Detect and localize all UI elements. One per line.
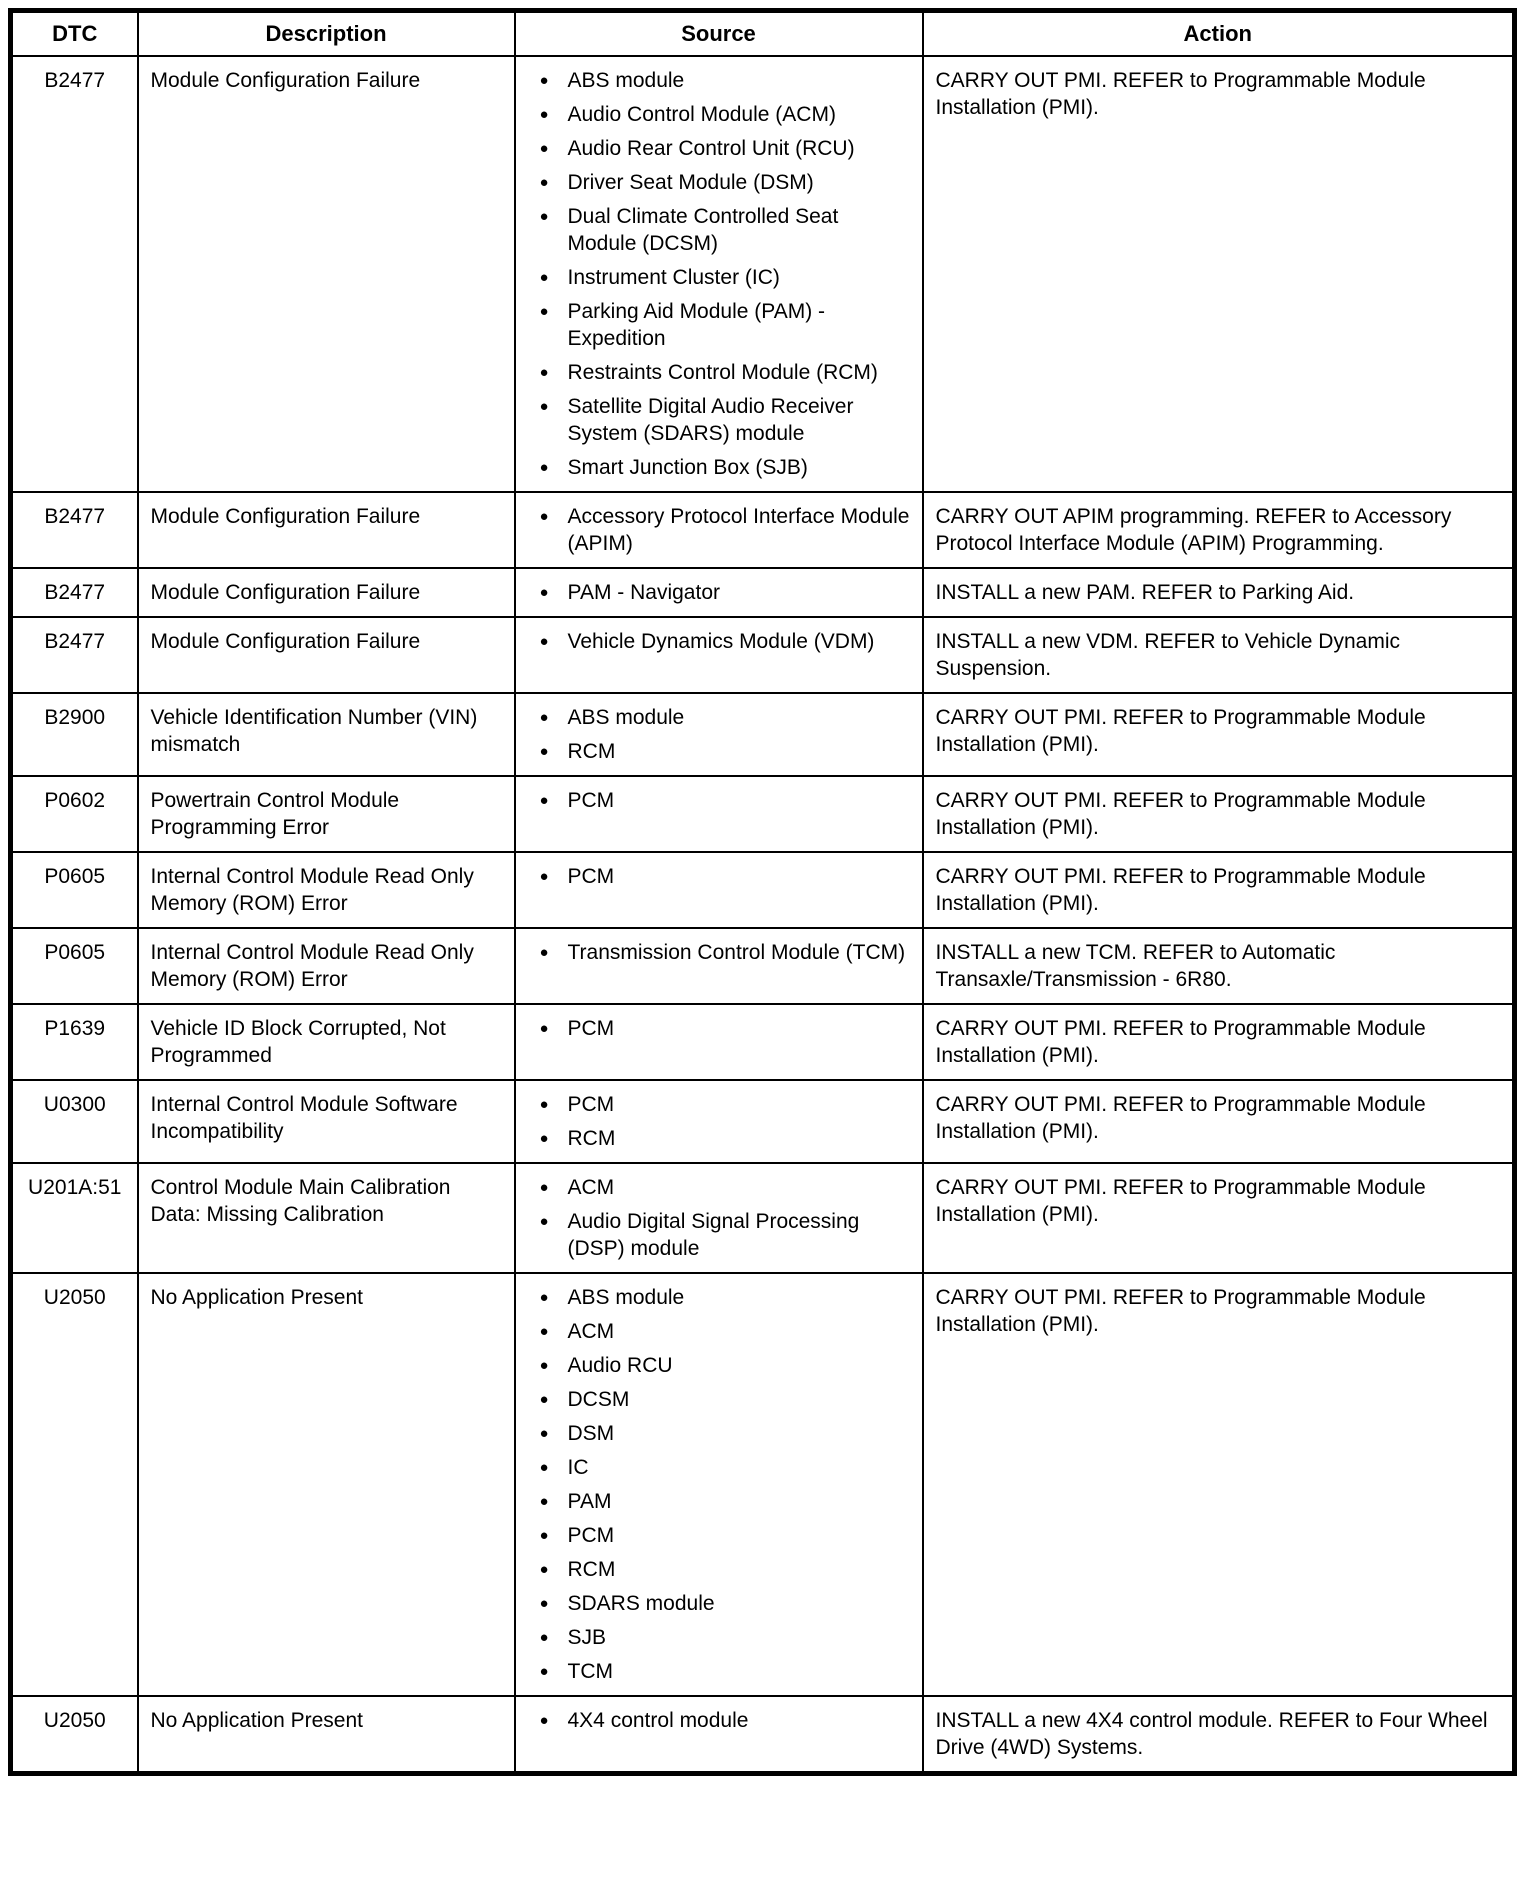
dtc-cell: U2050 (11, 1696, 138, 1774)
bullet-icon: ● (539, 1425, 549, 1442)
source-cell (515, 617, 923, 693)
source-item-label: ACM (567, 1320, 615, 1343)
bullet-icon: ● (539, 1096, 549, 1113)
bullet-icon: ● (539, 1561, 549, 1578)
source-item-label: DSM (567, 1422, 615, 1445)
source-item (540, 1015, 910, 1042)
source-item (540, 67, 910, 94)
source-item-label: RCM (567, 740, 616, 763)
source-item-label: PAM (567, 1490, 612, 1513)
source-item (540, 203, 910, 257)
bullet-icon: ● (539, 633, 549, 650)
table-row (11, 492, 1515, 568)
table-row (11, 1080, 1515, 1163)
source-cell (515, 852, 923, 928)
table-row (11, 928, 1515, 1004)
source-item (540, 1091, 910, 1118)
dtc-cell: B2477 (11, 56, 138, 492)
source-item (540, 298, 910, 352)
dtc-cell: B2477 (11, 492, 138, 568)
source-item (540, 1707, 910, 1734)
source-list (528, 939, 910, 966)
source-item-label: Audio Control Module (ACM) (567, 103, 836, 126)
source-list (528, 787, 910, 814)
dtc-table (8, 8, 1517, 1776)
source-item (540, 1590, 910, 1617)
description-cell: Control Module Main Calibration Data: Missing Calibration (138, 1163, 515, 1273)
source-list (528, 1284, 910, 1685)
table-row (11, 1696, 1515, 1774)
source-item-label: PCM (567, 789, 615, 812)
source-item (540, 1352, 910, 1379)
source-item (540, 787, 910, 814)
bullet-icon: ● (539, 303, 549, 320)
source-item-label: RCM (567, 1127, 616, 1150)
source-item-label: TCM (567, 1660, 613, 1683)
source-item-label: PCM (567, 1093, 615, 1116)
action-cell: INSTALL a new TCM. REFER to Automatic Transaxle/Transmission - 6R80. (923, 928, 1515, 1004)
source-cell (515, 568, 923, 617)
source-item (540, 579, 910, 606)
source-list (528, 579, 910, 606)
bullet-icon: ● (539, 1712, 549, 1729)
source-item-label: Audio Rear Control Unit (RCU) (567, 137, 855, 160)
source-item (540, 628, 910, 655)
bullet-icon: ● (539, 398, 549, 415)
description-cell: No Application Present (138, 1273, 515, 1696)
source-item-label: PCM (567, 1017, 615, 1040)
bullet-icon: ● (539, 1595, 549, 1612)
bullet-icon: ● (539, 743, 549, 760)
source-item (540, 704, 910, 731)
description-cell: Module Configuration Failure (138, 568, 515, 617)
source-list (528, 1015, 910, 1042)
source-cell (515, 1273, 923, 1696)
source-item-label: SDARS module (567, 1592, 715, 1615)
dtc-cell: U201A:51 (11, 1163, 138, 1273)
description-cell: Internal Control Module Read Only Memory (ROM) Error (138, 852, 515, 928)
source-item-label: ACM (567, 1176, 615, 1199)
source-item-label: Dual Climate Controlled Seat Module (DCSM) (567, 205, 839, 255)
action-cell: INSTALL a new VDM. REFER to Vehicle Dynamic Suspension. (923, 617, 1515, 693)
description-cell: No Application Present (138, 1696, 515, 1774)
source-cell (515, 1080, 923, 1163)
source-item (540, 939, 910, 966)
table-header-row (11, 11, 1515, 57)
source-item (540, 1624, 910, 1651)
action-cell: CARRY OUT PMI. REFER to Programmable Module Installation (PMI). (923, 852, 1515, 928)
source-item (540, 1208, 910, 1262)
bullet-icon: ● (539, 709, 549, 726)
source-list (528, 67, 910, 481)
source-list (528, 863, 910, 890)
description-cell: Module Configuration Failure (138, 492, 515, 568)
description-cell: Internal Control Module Read Only Memory (ROM) Error (138, 928, 515, 1004)
description-cell: Module Configuration Failure (138, 56, 515, 492)
source-item-label: Audio Digital Signal Processing (DSP) module (567, 1210, 860, 1260)
source-cell (515, 56, 923, 492)
source-list (528, 1174, 910, 1262)
source-item (540, 1284, 910, 1311)
source-item (540, 359, 910, 386)
bullet-icon: ● (539, 1323, 549, 1340)
source-item (540, 1386, 910, 1413)
bullet-icon: ● (539, 1130, 549, 1147)
source-item-label: Audio RCU (567, 1354, 673, 1377)
table-row (11, 568, 1515, 617)
header-dtc: DTC (11, 11, 138, 57)
source-item-label: Transmission Control Module (TCM) (567, 941, 906, 964)
source-item (540, 393, 910, 447)
bullet-icon: ● (539, 1391, 549, 1408)
source-list (528, 1091, 910, 1152)
bullet-icon: ● (539, 1289, 549, 1306)
source-item (540, 1125, 910, 1152)
source-item (540, 503, 910, 557)
action-cell: CARRY OUT PMI. REFER to Programmable Module Installation (PMI). (923, 56, 1515, 492)
table-row (11, 852, 1515, 928)
bullet-icon: ● (539, 868, 549, 885)
source-item-label: PCM (567, 865, 615, 888)
bullet-icon: ● (539, 584, 549, 601)
bullet-icon: ● (539, 364, 549, 381)
source-item-label: PCM (567, 1524, 615, 1547)
source-list (528, 628, 910, 655)
source-item-label: RCM (567, 1558, 616, 1581)
source-item-label: IC (567, 1456, 589, 1479)
dtc-cell: B2477 (11, 568, 138, 617)
dtc-cell: P0605 (11, 928, 138, 1004)
source-item-label: Vehicle Dynamics Module (VDM) (567, 630, 875, 653)
dtc-cell: P0605 (11, 852, 138, 928)
bullet-icon: ● (539, 174, 549, 191)
bullet-icon: ● (539, 1629, 549, 1646)
table-row (11, 617, 1515, 693)
source-cell (515, 693, 923, 776)
bullet-icon: ● (539, 1493, 549, 1510)
table-row (11, 56, 1515, 492)
source-item-label: Satellite Digital Audio Receiver System (SDARS) module (567, 395, 854, 445)
dtc-cell: P1639 (11, 1004, 138, 1080)
action-cell: CARRY OUT PMI. REFER to Programmable Module Installation (PMI). (923, 693, 1515, 776)
source-item-label: Accessory Protocol Interface Module (APIM) (567, 505, 910, 555)
source-item (540, 169, 910, 196)
source-cell (515, 1696, 923, 1774)
action-cell: CARRY OUT PMI. REFER to Programmable Module Installation (PMI). (923, 1004, 1515, 1080)
dtc-cell: U2050 (11, 1273, 138, 1696)
source-cell (515, 1004, 923, 1080)
description-cell: Vehicle Identification Number (VIN) mismatch (138, 693, 515, 776)
source-item-label: Parking Aid Module (PAM) - Expedition (567, 300, 826, 350)
source-item (540, 135, 910, 162)
bullet-icon: ● (539, 72, 549, 89)
dtc-cell: P0602 (11, 776, 138, 852)
header-action: Action (923, 11, 1515, 57)
description-cell: Module Configuration Failure (138, 617, 515, 693)
dtc-cell: B2900 (11, 693, 138, 776)
source-cell (515, 1163, 923, 1273)
bullet-icon: ● (539, 944, 549, 961)
source-item (540, 1488, 910, 1515)
source-item (540, 1174, 910, 1201)
bullet-icon: ● (539, 1527, 549, 1544)
dtc-cell: B2477 (11, 617, 138, 693)
bullet-icon: ● (539, 1357, 549, 1374)
bullet-icon: ● (539, 269, 549, 286)
bullet-icon: ● (539, 1663, 549, 1680)
source-item-label: DCSM (567, 1388, 630, 1411)
table-row (11, 693, 1515, 776)
description-cell: Powertrain Control Module Programming Error (138, 776, 515, 852)
source-cell (515, 928, 923, 1004)
action-cell: CARRY OUT PMI. REFER to Programmable Module Installation (PMI). (923, 776, 1515, 852)
source-item (540, 454, 910, 481)
bullet-icon: ● (539, 208, 549, 225)
source-item-label: Driver Seat Module (DSM) (567, 171, 814, 194)
action-cell: CARRY OUT APIM programming. REFER to Accessory Protocol Interface Module (APIM) Programming. (923, 492, 1515, 568)
source-item-label: Restraints Control Module (RCM) (567, 361, 878, 384)
table-row (11, 1273, 1515, 1696)
table-row (11, 1163, 1515, 1273)
table-row (11, 776, 1515, 852)
source-item (540, 264, 910, 291)
source-item-label: ABS module (567, 69, 685, 92)
header-description: Description (138, 11, 515, 57)
source-item-label: PAM - Navigator (567, 581, 720, 604)
bullet-icon: ● (539, 1179, 549, 1196)
bullet-icon: ● (539, 106, 549, 123)
table-body (11, 56, 1515, 1774)
description-cell: Internal Control Module Software Incompatibility (138, 1080, 515, 1163)
source-cell (515, 492, 923, 568)
action-cell: CARRY OUT PMI. REFER to Programmable Module Installation (PMI). (923, 1163, 1515, 1273)
source-cell (515, 776, 923, 852)
bullet-icon: ● (539, 1459, 549, 1476)
bullet-icon: ● (539, 792, 549, 809)
source-item-label: ABS module (567, 706, 685, 729)
source-item (540, 738, 910, 765)
source-item (540, 1522, 910, 1549)
source-list (528, 1707, 910, 1734)
bullet-icon: ● (539, 459, 549, 476)
bullet-icon: ● (539, 1213, 549, 1230)
table-row (11, 1004, 1515, 1080)
source-item-label: SJB (567, 1626, 607, 1649)
header-source: Source (515, 11, 923, 57)
source-item-label: 4X4 control module (567, 1709, 749, 1732)
source-list (528, 503, 910, 557)
bullet-icon: ● (539, 140, 549, 157)
source-item (540, 1420, 910, 1447)
action-cell: INSTALL a new PAM. REFER to Parking Aid. (923, 568, 1515, 617)
action-cell: CARRY OUT PMI. REFER to Programmable Module Installation (PMI). (923, 1273, 1515, 1696)
source-list (528, 704, 910, 765)
source-item (540, 863, 910, 890)
source-item-label: ABS module (567, 1286, 685, 1309)
source-item (540, 101, 910, 128)
source-item (540, 1318, 910, 1345)
dtc-cell: U0300 (11, 1080, 138, 1163)
bullet-icon: ● (539, 1020, 549, 1037)
source-item (540, 1454, 910, 1481)
action-cell: INSTALL a new 4X4 control module. REFER to Four Wheel Drive (4WD) Systems. (923, 1696, 1515, 1774)
action-cell: CARRY OUT PMI. REFER to Programmable Module Installation (PMI). (923, 1080, 1515, 1163)
source-item-label: Instrument Cluster (IC) (567, 266, 780, 289)
description-cell: Vehicle ID Block Corrupted, Not Programmed (138, 1004, 515, 1080)
bullet-icon: ● (539, 508, 549, 525)
source-item-label: Smart Junction Box (SJB) (567, 456, 808, 479)
source-item (540, 1556, 910, 1583)
source-item (540, 1658, 910, 1685)
